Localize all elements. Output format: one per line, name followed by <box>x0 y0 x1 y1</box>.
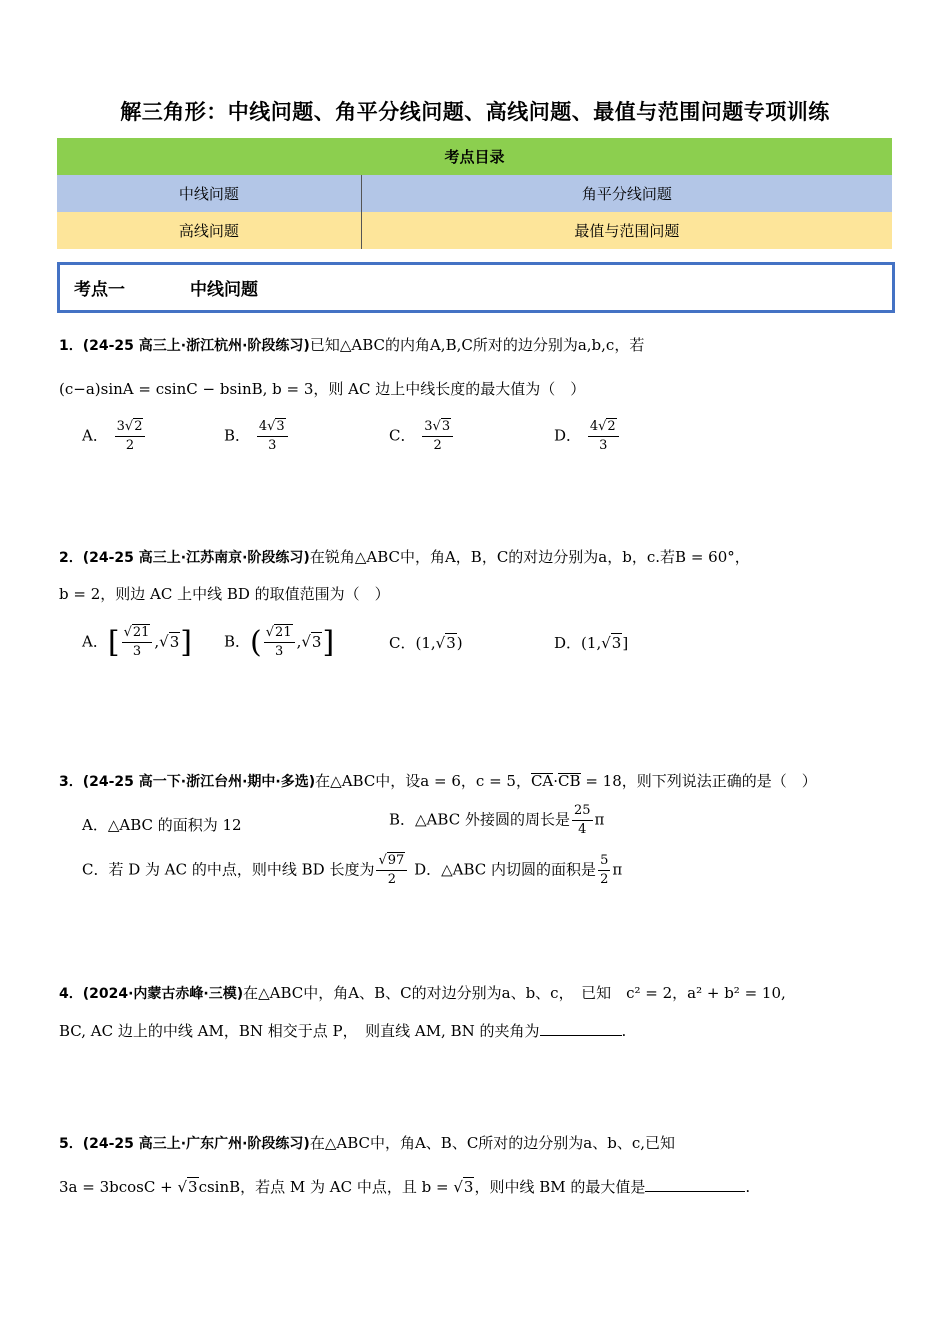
right-bracket: ] <box>322 625 335 660</box>
q2-line2: b = 2，则边 AC 上中线 BD 的取值范围为（ ） <box>59 585 390 603</box>
q3-option-a[interactable]: A．△ABC 的面积为 12 <box>82 816 242 834</box>
vector-cb: CB <box>558 772 581 790</box>
q1-option-d-label: D． <box>554 426 582 445</box>
q2-option-b-label: B． <box>224 632 251 651</box>
q2-source: 2．(24-25 高三上·江苏南京·阶段练习) <box>59 550 310 566</box>
q5-answer-blank[interactable] <box>645 1177 745 1192</box>
q3-option-b-text: B．△ABC 外接圆的周长是 <box>389 810 570 829</box>
q2-option-a-label: A． <box>82 632 108 651</box>
q2-option-b-frac: $\frac{√21}{3}$ <box>264 624 295 661</box>
q1-option-b[interactable] <box>224 418 290 455</box>
toc-item-median[interactable]: 中线问题 <box>57 175 361 212</box>
q1-option-c-value: $\frac{3√3}{2}$ <box>422 418 453 455</box>
q3-option-c[interactable]: C．若 D 为 AC 的中点，则中线 BD 长度为 $\frac{√97}{2}$ D．△ABC 内切圆的面积是 $\frac{5}{2}$ π <box>82 853 623 887</box>
q1-source: 1．(24-25 高三上·浙江杭州·阶段练习) <box>59 338 310 354</box>
q1-option-a[interactable] <box>82 418 147 455</box>
q3-option-d-text[interactable]: D．△ABC 内切圆的面积是 <box>414 860 597 879</box>
q5-text2a: 3a = 3bcosC + <box>59 1178 178 1196</box>
q2-option-d[interactable]: D．(1,√3] <box>554 634 629 652</box>
toc-table <box>57 138 892 249</box>
q1-option-d-value: $\frac{4√2}{3}$ <box>588 418 619 455</box>
q2-text1: 在锐角△ABC中，角A，B，C的对边分别为a，b，c.若B = 60°， <box>309 548 750 566</box>
q1-option-a-value: $\frac{3√2}{2}$ <box>115 418 146 455</box>
q3-source: 3．(24-25 高一下·浙江台州·期中·多选) <box>59 774 316 790</box>
section-name: 中线问题 <box>190 280 258 300</box>
q5-line2: 3a = 3bcosC + √3csinB，若点 M 为 AC 中点，且 b = √3，则中线 BM 的最大值是 . <box>59 1178 751 1196</box>
q2-line1 <box>59 546 750 567</box>
q4-line2: BC, AC 边上的中线 AM，BN 相交于点 P， 则直线 AM, BN 的夹角为 . <box>59 1022 627 1040</box>
q3-option-c-text: C．若 D 为 AC 的中点，则中线 BD 长度为 <box>82 860 375 879</box>
left-paren: ( <box>250 625 262 660</box>
q4-text2: BC, AC 边上的中线 AM，BN 相交于点 P， 则直线 AM, BN 的夹角为 <box>59 1022 540 1040</box>
q3-option-b[interactable]: B．△ABC 外接圆的周长是 $\frac{25}{4}$ π <box>389 803 605 837</box>
q2-option-a-frac: $\frac{√21}{3}$ <box>122 624 153 661</box>
q5-text2b: csinB，若点 M 为 AC 中点，且 b = <box>198 1178 454 1196</box>
q1-line2: (c−a)sinA = csinC − bsinB, b = 3，则 AC 边上中线长度的最大值为（ ） <box>59 380 586 398</box>
q4-source: 4．(2024·内蒙古赤峰·三模) <box>59 986 244 1002</box>
q1-text1: 已知△ABC的内角A,B,C所对的边分别为a,b,c，若 <box>309 336 645 354</box>
q3-line1: 3．(24-25 高一下·浙江台州·期中·多选)在△ABC中，设a = 6，c = 5，CA·CB = 18，则下列说法正确的是（ ） <box>59 772 817 790</box>
q1-option-b-label: B． <box>224 426 251 445</box>
q5-text1: 在△ABC中，角A、B、C所对的边分别为a、b、c,已知 <box>309 1134 676 1152</box>
q2-option-a[interactable]: A．[ $\frac{√21}{3}$ ,√3] <box>82 625 192 660</box>
q2-option-c-label: C． <box>389 634 416 652</box>
q4-text1: 在△ABC中，角A、B、C的对边分别为a、b、c， 已知 c² = 2，a² + b² = 10, <box>243 984 786 1002</box>
q1-line1 <box>59 334 644 355</box>
q3-text1: 在△ABC中，设a = 6，c = 5， <box>315 772 531 790</box>
q2-option-b[interactable]: B．( $\frac{√21}{3}$ ,√3] <box>224 625 335 660</box>
q2-option-c[interactable]: C．(1,√3) <box>389 634 463 652</box>
q5-text2c: ，则中线 BM 的最大值是 <box>474 1178 646 1196</box>
q1-option-b-value: $\frac{4√3}{3}$ <box>257 418 288 455</box>
q1-option-a-label: A． <box>82 426 108 445</box>
q2-option-d-label: D． <box>554 634 582 652</box>
q5-line1 <box>59 1132 675 1153</box>
toc-header: 考点目录 <box>444 148 505 166</box>
toc-item-extremum-range[interactable]: 最值与范围问题 <box>361 212 892 249</box>
toc-item-angle-bisector[interactable]: 角平分线问题 <box>361 175 892 212</box>
page-title: 解三角形：中线问题、角平分线问题、高线问题、最值与范围问题专项训练 <box>120 100 830 124</box>
q4-line1 <box>59 982 786 1003</box>
q1-option-c[interactable] <box>389 418 455 455</box>
vector-ca: CA <box>530 772 554 790</box>
q4-answer-blank[interactable] <box>540 1021 622 1036</box>
left-bracket: [ <box>107 625 120 660</box>
q1-option-d[interactable] <box>554 418 621 455</box>
q5-source: 5．(24-25 高三上·广东广州·阶段练习) <box>59 1136 310 1152</box>
q3-text1b: = 18，则下列说法正确的是（ ） <box>580 772 817 790</box>
q1-option-c-label: C． <box>389 426 416 445</box>
right-bracket: ] <box>180 625 192 660</box>
toc-item-altitude[interactable]: 高线问题 <box>57 212 361 249</box>
section-number: 考点一 <box>74 280 125 300</box>
section-header <box>57 262 895 313</box>
